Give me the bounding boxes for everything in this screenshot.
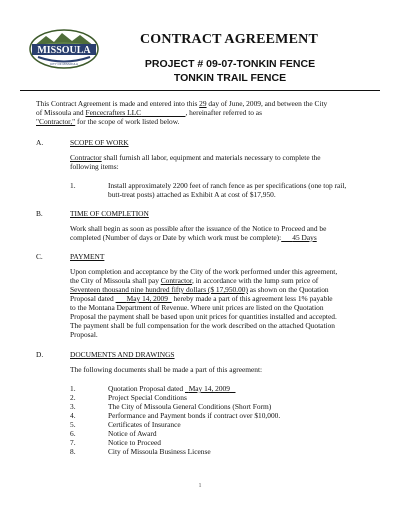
section-c-line-2: the City of Missoula shall pay Contractor, in accordance with the lump sum price of [70, 276, 319, 285]
document-item-number: 7. [70, 438, 76, 447]
section-a-line-2: following items: [70, 162, 119, 171]
contractor-name: Fencecrafters LLC [85, 108, 142, 117]
document-item-number: 5. [70, 420, 76, 429]
intro-line-2: of Missoula and Fencecrafters LLC , hereinafter referred to as [36, 108, 262, 117]
document-item: Certificates of Insurance [108, 420, 181, 429]
section-c-heading: PAYMENT [70, 252, 105, 261]
project-name: TONKIN TRAIL FENCE [173, 72, 287, 84]
document-item-number: 3. [70, 402, 76, 411]
document-title: CONTRACT AGREEMENT [140, 32, 318, 47]
scope-item-line-1: Install approximately 2200 feet of ranch fence as per specifications (one top rail, [108, 181, 347, 190]
document-item: The City of Missoula General Conditions (Short Form) [108, 402, 272, 411]
section-c-line-1: Upon completion and acceptance by the City of the work performed under this agreement, [70, 267, 338, 276]
logo-text: MISSOULA [37, 45, 91, 56]
document-item: Project Special Conditions [108, 393, 187, 402]
document-item-number: 4. [70, 411, 76, 420]
section-d-heading: DOCUMENTS AND DRAWINGS [70, 350, 175, 359]
section-b-line-1: Work shall begin as soon as possible after the issuance of the Notice to Proceed and be [70, 224, 327, 233]
document-item: Notice to Proceed [108, 438, 161, 447]
intro-line-1: This Contract Agreement is made and entered into this 29 day of June, 2009, and between the City [36, 99, 328, 108]
proposal-date: May 14, 2009 [126, 294, 168, 303]
section-c-line-3: Seventeen thousand nine hundred fifty dollars ($ 17,950.00) as shown on the Quotation [70, 285, 329, 294]
document-item: Quotation Proposal dated May 14, 2009 [108, 384, 230, 393]
section-a-line-1: Contractor shall furnish all labor, equipment and materials necessary to complete the [70, 153, 321, 162]
section-c-line-7: The payment shall be full compensation for the work described on the attached Quotation [70, 321, 335, 330]
scope-item-number: 1. [70, 181, 76, 190]
project-number: PROJECT # 09-07-TONKIN FENCE [144, 58, 316, 70]
document-item-number: 8. [70, 447, 76, 456]
document-item: Notice of Award [108, 429, 157, 438]
section-c-letter: C. [36, 252, 43, 261]
section-b-letter: B. [36, 209, 43, 218]
section-c-line-6: Proposal the payment shall be based upon unit prices for quantities installed and accepted. [70, 312, 337, 321]
quotation-date: May 14, 2009 [188, 384, 230, 393]
page-number: 1 [198, 483, 202, 489]
section-d-letter: D. [36, 350, 44, 359]
section-c-line-8: Proposal. [70, 330, 98, 339]
completion-days: 45 Days [292, 233, 317, 242]
document-item-number: 2. [70, 393, 76, 402]
section-a-letter: A. [36, 138, 44, 147]
section-c-line-5: to the Montana Department of Revenue. Where unit prices are listed on the Quotation [70, 303, 324, 312]
document-item: Performance and Payment bonds if contract over $10,000. [108, 411, 281, 420]
contract-day: 29 [199, 99, 207, 108]
header-divider [20, 90, 380, 91]
scope-item-line-2: butt-treat posts) attached as Exhibit A at cost of $17,950. [108, 190, 276, 199]
document-item: City of Missoula Business License [108, 447, 211, 456]
section-b-heading: TIME OF COMPLETION [70, 209, 149, 218]
contract-amount: Seventeen thousand nine hundred fifty dollars ($ 17,950.00) [70, 285, 248, 294]
document-item-number: 1. [70, 384, 76, 393]
section-a-heading: SCOPE OF WORK [70, 138, 129, 147]
section-b-line-2: completed (Number of days or Date by which work must be complete): 45 Days [70, 233, 317, 242]
section-c-line-4: Proposal dated May 14, 2009 hereby made a part of this agreement less 1% payable [70, 294, 333, 303]
intro-line-3: "Contractor," for the scope of work listed below. [36, 117, 180, 126]
document-item-number: 6. [70, 429, 76, 438]
section-d-intro: The following documents shall be made a part of this agreement: [70, 365, 263, 374]
logo-tagline: CITY OF MISSOULA [49, 62, 79, 66]
